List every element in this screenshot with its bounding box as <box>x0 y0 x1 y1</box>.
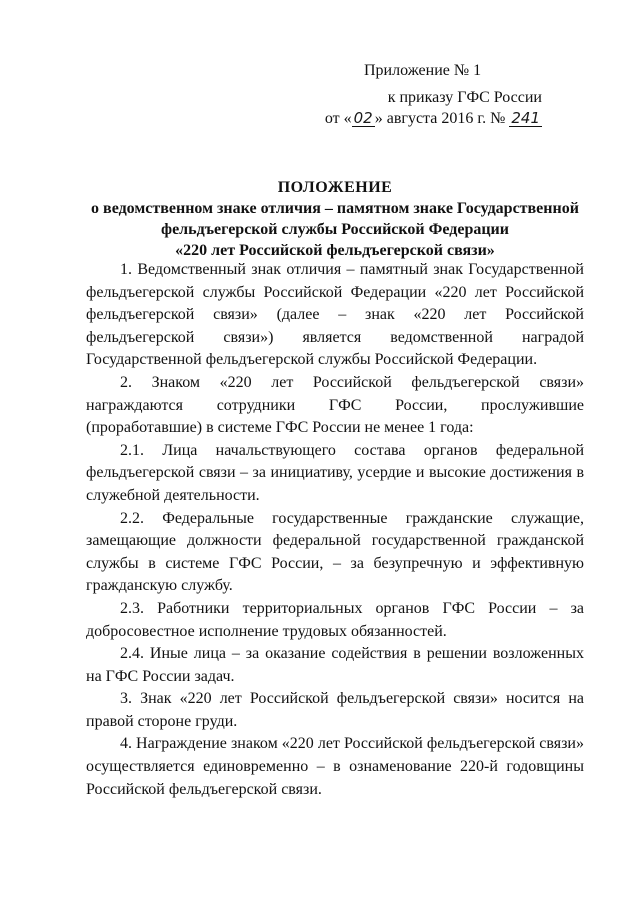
paragraph-2-3: 2.3. Работники территориальных органов ГФС России – за добросовестное исполнение трудовых обязанностей. <box>86 599 584 640</box>
paragraph-2-1: 2.1. Лица начальствующего состава органов федеральной фельдъегерской связи – за инициативу, усердие и высокие достижения в служебной деятельности. <box>86 441 584 504</box>
appendix-header <box>292 60 542 129</box>
document-body <box>86 259 584 801</box>
paragraph-2-4: 2.4. Иные лица – за оказание содействия в решении возложенных на ГФС России задач. <box>86 645 584 685</box>
paragraph-3: 3. Знак «220 лет Российской фельдъегерской связи» носится на правой стороне груди. <box>86 690 584 730</box>
handwritten-day: 02 <box>353 109 373 127</box>
order-reference: к приказу ГФС России <box>387 89 542 106</box>
date-prefix: от « <box>324 110 352 127</box>
title-line-1: о ведомственном знаке отличия – памятном знаке Государственной <box>91 200 579 217</box>
handwritten-order-number: 241 <box>511 109 540 127</box>
order-date-line <box>292 108 542 129</box>
title-line-2: фельдъегерской службы Российской Федерации <box>161 221 509 238</box>
paragraph-2: 2. Знаком «220 лет Российской фельдъегерской связи» награждаются сотрудники ГФС России, прослужившие (проработавшие) в системе ГФС России не менее 1 года: <box>86 373 584 437</box>
title-main: ПОЛОЖЕНИЕ <box>277 179 393 196</box>
appendix-label: Приложение № 1 <box>364 62 482 79</box>
paragraph-4: 4. Награждение знаком «220 лет Российской фельдъегерской связи» осуществляется единовременно – в ознаменование 220-й годовщины Российской фельдъегерской связи. <box>86 735 584 798</box>
paragraph-1: 1. Ведомственный знак отличия – памятный знак Государственной фельдъегерской службы Российской Федерации «220 лет Российской фельдъегерской связи» (далее – знак «220 лет Российской фельдъегерской связи») является ведомственной наградой Государственной фельдъегерской службы Российской Федерации. <box>86 261 584 369</box>
paragraph-2-2: 2.2. Федеральные государственные гражданские служащие, замещающие должности федеральной государственной гражданской службы в системе ГФС России, – за безупречную и эффективную гражданскую службу. <box>86 509 584 595</box>
document-title <box>90 177 580 261</box>
date-middle: » августа 2016 г. № <box>374 110 506 127</box>
title-line-3: «220 лет Российской фельдъегерской связи» <box>175 242 495 259</box>
